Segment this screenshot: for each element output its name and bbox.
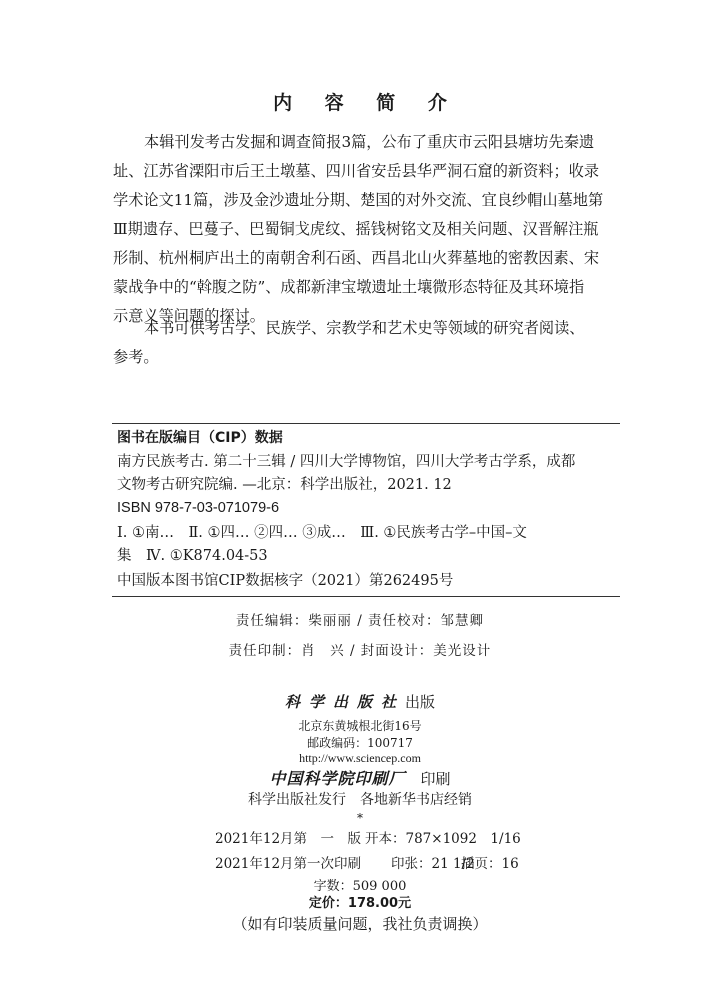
separator-asterisk: * xyxy=(357,811,363,825)
quality-notice: （如有印装质量问题，我社负责调换） xyxy=(232,915,488,933)
intro-line: 示意义等问题的探讨。 xyxy=(113,307,265,325)
isbn-number: ISBN 978-7-03-071079-6 xyxy=(117,500,280,516)
publisher-line xyxy=(0,691,720,712)
publisher-address: 北京东黄城根北街16号 xyxy=(298,719,422,733)
print-date: 2021年12月第一次印刷 xyxy=(215,856,362,872)
cip-top-divider xyxy=(112,423,620,424)
intro-line: 蒙战争中的“斡腹之防”、成都新津宝墩遗址土壤微形态特征及其环境指 xyxy=(113,278,585,296)
cip-description-line: 南方民族考古. 第二十三辑 / 四川大学博物馆，四川大学考古学系，成都 xyxy=(117,454,576,470)
edition-date: 2021年12月第 一 版 xyxy=(215,831,362,847)
publisher-url: http://www.sciencep.com xyxy=(299,751,421,765)
intro-line: 形制、杭州桐庐出土的南朝舍利石函、西昌北山火葬墓地的密教因素、宋 xyxy=(113,249,599,267)
publisher-logo: 科学出版社 xyxy=(284,693,405,711)
book-price: 定价：178.00元 xyxy=(308,896,412,911)
cip-classification-line: 集 Ⅳ. ①K874.04-53 xyxy=(117,548,268,564)
cip-data-number: 中国版本图书馆CIP数据核字（2021）第262495号 xyxy=(117,573,454,589)
intro-line: 址、江苏省溧阳市后王土墩墓、四川省安岳县华严洞石窟的新资料；收录 xyxy=(113,162,599,180)
printer-line xyxy=(0,766,720,789)
print-sheets: 印张：21 1/2 xyxy=(391,856,475,872)
editor-credits: 责任编辑：柴丽丽 / 责任校对：邹慧卿 xyxy=(235,613,485,629)
distribution-line: 科学出版社发行 各地新华书店经销 xyxy=(248,792,472,808)
word-count: 字数：509 000 xyxy=(313,879,407,894)
intro-line: 学术论文11篇，涉及金沙遗址分期、楚国的对外交流、宜良纱帽山墓地第 xyxy=(113,191,604,209)
cip-heading: 图书在版编目（CIP）数据 xyxy=(117,430,283,446)
printer-suffix: 印刷 xyxy=(420,770,451,788)
intro-line: 本书可供考古学、民族学、宗教学和艺术史等领域的研究者阅读、 xyxy=(144,319,585,337)
plate-count: 插页：16 xyxy=(461,856,519,872)
printer-logo: 中国科学院印刷厂 xyxy=(269,769,406,788)
intro-line: 本辑刊发考古发掘和调查简报3篇，公布了重庆市云阳县塘坊先秦遗 xyxy=(144,133,595,151)
page-title: 内 容 简 介 xyxy=(273,92,460,114)
cip-bottom-divider xyxy=(112,596,620,597)
cip-description-line: 文物考古研究院编. —北京：科学出版社，2021. 12 xyxy=(117,477,452,493)
intro-paragraph-1 xyxy=(113,128,623,331)
intro-line: Ⅲ期遗存、巴蔓子、巴蜀铜戈虎纹、摇钱树铭文及相关问题、汉晋解注瓶 xyxy=(113,220,599,238)
intro-paragraph-2 xyxy=(113,314,623,372)
book-format: 开本：787×1092 1/16 xyxy=(365,831,521,847)
cip-classification-line: Ⅰ. ①南… Ⅱ. ①四… ②四… ③成… Ⅲ. ①民族考古学–中国–文 xyxy=(117,525,527,541)
postal-code: 邮政编码：100717 xyxy=(307,736,413,750)
intro-line: 参考。 xyxy=(113,348,159,366)
print-design-credits: 责任印制：肖 兴 / 封面设计：美光设计 xyxy=(228,643,492,659)
publisher-suffix: 出版 xyxy=(405,693,436,711)
